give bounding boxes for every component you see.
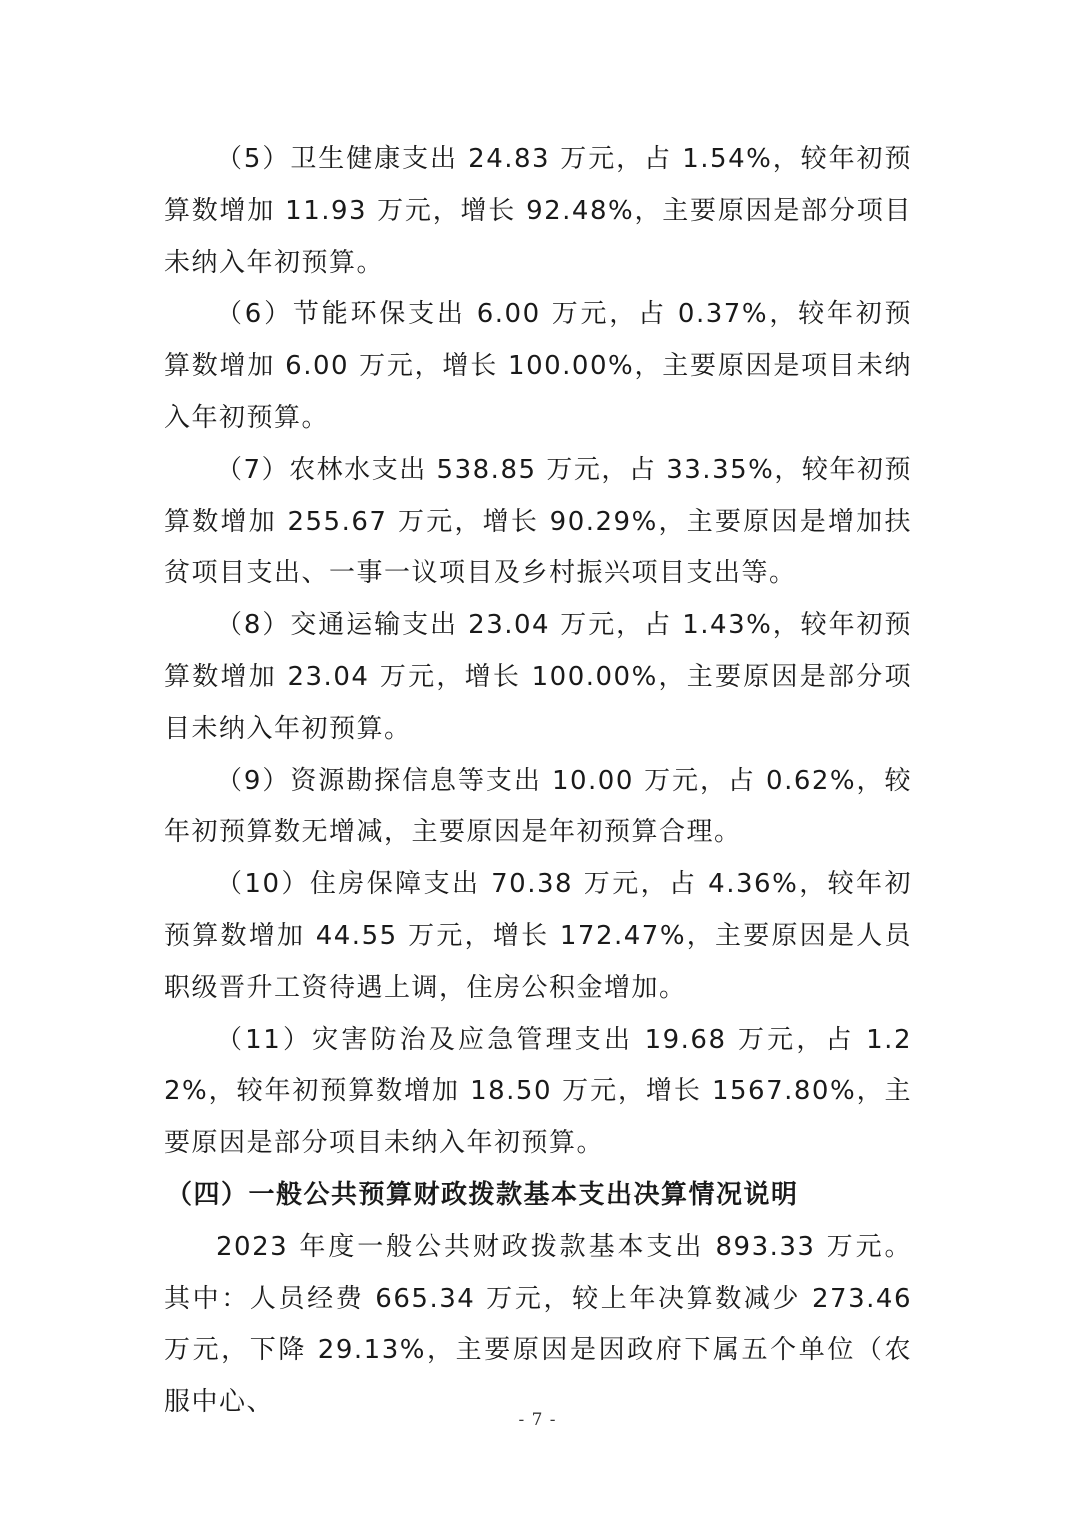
paragraph-agriculture-forestry-water-expenditure: （7）农林水支出 538.85 万元，占 33.35%，较年初预算数增加 255.67 万元，增长 90.29%，主要原因是增加扶贫项目支出、一事一议项目及乡村振兴项目支出等。: [164, 454, 912, 589]
page-number: - 7 -: [518, 1410, 557, 1430]
paragraph-energy-environment-expenditure: （6）节能环保支出 6.00 万元，占 0.37%，较年初预算数增加 6.00 万元，增长 100.00%，主要原因是项目未纳入年初预算。: [164, 299, 912, 433]
paragraph-resource-exploration-expenditure: （9）资源勘探信息等支出 10.00 万元，占 0.62%，较年初预算数无增减，主要原因是年初预算合理。: [164, 765, 912, 848]
paragraph-disaster-prevention-expenditure: （11）灾害防治及应急管理支出 19.68 万元，占 1.22%，较年初预算数增加 18.50 万元，增长 1567.80%，主要原因是部分项目未纳入年初预算。: [164, 1024, 912, 1159]
paragraph-basic-expenditure-summary: 2023 年度一般公共财政拨款基本支出 893.33 万元。其中：人员经费 665.34 万元，较上年决算数减少 273.46 万元，下降 29.13%，主要原因是因政府下属五个单位（农服中心、: [164, 1231, 912, 1418]
paragraph-housing-security-expenditure: （10）住房保障支出 70.38 万元，占 4.36%，较年初预算数增加 44.55 万元，增长 172.47%，主要原因是人员职级晋升工资待遇上调，住房公积金增加。: [164, 869, 912, 1003]
paragraph-transport-expenditure: （8）交通运输支出 23.04 万元，占 1.43%，较年初预算数增加 23.04 万元，增长 100.00%，主要原因是部分项目未纳入年初预算。: [164, 610, 912, 744]
section-heading: （四）一般公共预算财政拨款基本支出决算情况说明: [166, 1179, 799, 1210]
paragraph-health-expenditure: （5）卫生健康支出 24.83 万元，占 1.54%，较年初预算数增加 11.93 万元，增长 92.48%，主要原因是部分项目未纳入年初预算。: [164, 144, 912, 278]
document-body: [164, 134, 912, 1429]
